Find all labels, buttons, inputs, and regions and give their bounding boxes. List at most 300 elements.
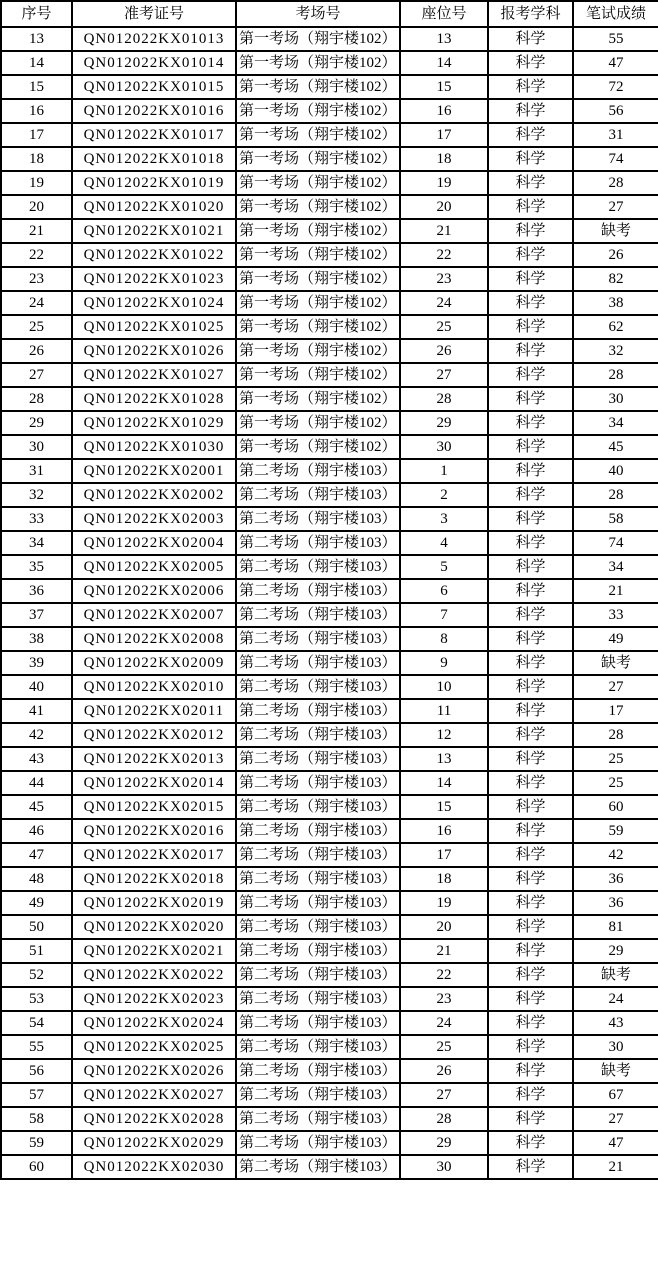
score-cell: 24 bbox=[573, 987, 658, 1011]
seat-cell: 18 bbox=[400, 147, 488, 171]
ticket-cell: QN012022KX01014 bbox=[72, 51, 236, 75]
subject-cell: 科学 bbox=[488, 963, 573, 987]
room-cell: 第二考场（翔宇楼103） bbox=[236, 939, 400, 963]
subject-cell: 科学 bbox=[488, 435, 573, 459]
subject-cell: 科学 bbox=[488, 675, 573, 699]
score-cell: 49 bbox=[573, 627, 658, 651]
table-row bbox=[1, 219, 658, 243]
ticket-cell: QN012022KX01017 bbox=[72, 123, 236, 147]
subject-cell: 科学 bbox=[488, 27, 573, 51]
header-seq: 序号 bbox=[1, 1, 72, 27]
seat-cell: 29 bbox=[400, 411, 488, 435]
table-row bbox=[1, 699, 658, 723]
score-cell: 47 bbox=[573, 1131, 658, 1155]
table-row bbox=[1, 627, 658, 651]
seat-cell: 16 bbox=[400, 99, 488, 123]
seq-cell: 16 bbox=[1, 99, 72, 123]
seat-cell: 10 bbox=[400, 675, 488, 699]
seat-cell: 27 bbox=[400, 1083, 488, 1107]
ticket-cell: QN012022KX02021 bbox=[72, 939, 236, 963]
seat-cell: 25 bbox=[400, 1035, 488, 1059]
table-row bbox=[1, 819, 658, 843]
score-cell: 29 bbox=[573, 939, 658, 963]
seq-cell: 55 bbox=[1, 1035, 72, 1059]
seq-cell: 34 bbox=[1, 531, 72, 555]
score-cell: 28 bbox=[573, 723, 658, 747]
header-exam-room: 考场号 bbox=[236, 1, 400, 27]
ticket-cell: QN012022KX02030 bbox=[72, 1155, 236, 1179]
table-row bbox=[1, 435, 658, 459]
subject-cell: 科学 bbox=[488, 1131, 573, 1155]
score-cell: 42 bbox=[573, 843, 658, 867]
ticket-cell: QN012022KX02017 bbox=[72, 843, 236, 867]
ticket-cell: QN012022KX01020 bbox=[72, 195, 236, 219]
table-row bbox=[1, 1035, 658, 1059]
seat-cell: 19 bbox=[400, 891, 488, 915]
seat-cell: 30 bbox=[400, 435, 488, 459]
ticket-cell: QN012022KX01024 bbox=[72, 291, 236, 315]
table-row bbox=[1, 651, 658, 675]
seq-cell: 53 bbox=[1, 987, 72, 1011]
table-row bbox=[1, 507, 658, 531]
seat-cell: 13 bbox=[400, 747, 488, 771]
subject-cell: 科学 bbox=[488, 219, 573, 243]
room-cell: 第一考场（翔宇楼102） bbox=[236, 435, 400, 459]
header-subject: 报考学科 bbox=[488, 1, 573, 27]
table-row bbox=[1, 267, 658, 291]
seat-cell: 13 bbox=[400, 27, 488, 51]
room-cell: 第一考场（翔宇楼102） bbox=[236, 99, 400, 123]
ticket-cell: QN012022KX02003 bbox=[72, 507, 236, 531]
score-cell: 30 bbox=[573, 1035, 658, 1059]
subject-cell: 科学 bbox=[488, 363, 573, 387]
room-cell: 第二考场（翔宇楼103） bbox=[236, 651, 400, 675]
ticket-cell: QN012022KX01022 bbox=[72, 243, 236, 267]
seat-cell: 28 bbox=[400, 1107, 488, 1131]
seq-cell: 54 bbox=[1, 1011, 72, 1035]
table-row bbox=[1, 1083, 658, 1107]
subject-cell: 科学 bbox=[488, 771, 573, 795]
score-cell: 47 bbox=[573, 51, 658, 75]
seq-cell: 46 bbox=[1, 819, 72, 843]
subject-cell: 科学 bbox=[488, 819, 573, 843]
table-row bbox=[1, 147, 658, 171]
subject-cell: 科学 bbox=[488, 723, 573, 747]
ticket-cell: QN012022KX02005 bbox=[72, 555, 236, 579]
table-row bbox=[1, 1059, 658, 1083]
seq-cell: 43 bbox=[1, 747, 72, 771]
room-cell: 第一考场（翔宇楼102） bbox=[236, 363, 400, 387]
table-row bbox=[1, 891, 658, 915]
table-row bbox=[1, 771, 658, 795]
seat-cell: 7 bbox=[400, 603, 488, 627]
room-cell: 第二考场（翔宇楼103） bbox=[236, 963, 400, 987]
subject-cell: 科学 bbox=[488, 795, 573, 819]
seat-cell: 12 bbox=[400, 723, 488, 747]
table-row bbox=[1, 123, 658, 147]
seq-cell: 37 bbox=[1, 603, 72, 627]
subject-cell: 科学 bbox=[488, 99, 573, 123]
score-cell: 26 bbox=[573, 243, 658, 267]
seat-cell: 15 bbox=[400, 795, 488, 819]
score-cell: 33 bbox=[573, 603, 658, 627]
room-cell: 第二考场（翔宇楼103） bbox=[236, 915, 400, 939]
table-row bbox=[1, 51, 658, 75]
seat-cell: 5 bbox=[400, 555, 488, 579]
ticket-cell: QN012022KX01016 bbox=[72, 99, 236, 123]
subject-cell: 科学 bbox=[488, 747, 573, 771]
seat-cell: 21 bbox=[400, 939, 488, 963]
seat-cell: 21 bbox=[400, 219, 488, 243]
score-cell: 32 bbox=[573, 339, 658, 363]
ticket-cell: QN012022KX01021 bbox=[72, 219, 236, 243]
seq-cell: 58 bbox=[1, 1107, 72, 1131]
room-cell: 第一考场（翔宇楼102） bbox=[236, 411, 400, 435]
seq-cell: 52 bbox=[1, 963, 72, 987]
score-cell: 28 bbox=[573, 171, 658, 195]
room-cell: 第一考场（翔宇楼102） bbox=[236, 219, 400, 243]
room-cell: 第二考场（翔宇楼103） bbox=[236, 483, 400, 507]
score-cell: 45 bbox=[573, 435, 658, 459]
score-cell: 81 bbox=[573, 915, 658, 939]
room-cell: 第二考场（翔宇楼103） bbox=[236, 1035, 400, 1059]
table-row bbox=[1, 99, 658, 123]
score-cell: 27 bbox=[573, 1107, 658, 1131]
ticket-cell: QN012022KX01029 bbox=[72, 411, 236, 435]
table-row bbox=[1, 483, 658, 507]
subject-cell: 科学 bbox=[488, 267, 573, 291]
table-row bbox=[1, 27, 658, 51]
room-cell: 第二考场（翔宇楼103） bbox=[236, 1059, 400, 1083]
room-cell: 第二考场（翔宇楼103） bbox=[236, 507, 400, 531]
score-cell: 17 bbox=[573, 699, 658, 723]
seat-cell: 26 bbox=[400, 1059, 488, 1083]
seat-cell: 9 bbox=[400, 651, 488, 675]
ticket-cell: QN012022KX02010 bbox=[72, 675, 236, 699]
ticket-cell: QN012022KX01013 bbox=[72, 27, 236, 51]
header-written-score: 笔试成绩 bbox=[573, 1, 658, 27]
ticket-cell: QN012022KX02011 bbox=[72, 699, 236, 723]
table-row bbox=[1, 411, 658, 435]
room-cell: 第二考场（翔宇楼103） bbox=[236, 1155, 400, 1179]
table-row bbox=[1, 1155, 658, 1179]
seat-cell: 2 bbox=[400, 483, 488, 507]
ticket-cell: QN012022KX02023 bbox=[72, 987, 236, 1011]
subject-cell: 科学 bbox=[488, 891, 573, 915]
seat-cell: 25 bbox=[400, 315, 488, 339]
subject-cell: 科学 bbox=[488, 1083, 573, 1107]
ticket-cell: QN012022KX02022 bbox=[72, 963, 236, 987]
table-row bbox=[1, 459, 658, 483]
ticket-cell: QN012022KX02002 bbox=[72, 483, 236, 507]
seq-cell: 60 bbox=[1, 1155, 72, 1179]
room-cell: 第一考场（翔宇楼102） bbox=[236, 75, 400, 99]
seat-cell: 4 bbox=[400, 531, 488, 555]
ticket-cell: QN012022KX02029 bbox=[72, 1131, 236, 1155]
table-row bbox=[1, 363, 658, 387]
subject-cell: 科学 bbox=[488, 987, 573, 1011]
ticket-cell: QN012022KX01025 bbox=[72, 315, 236, 339]
seat-cell: 22 bbox=[400, 963, 488, 987]
table-row bbox=[1, 795, 658, 819]
seat-cell: 3 bbox=[400, 507, 488, 531]
score-cell: 67 bbox=[573, 1083, 658, 1107]
seq-cell: 19 bbox=[1, 171, 72, 195]
seq-cell: 44 bbox=[1, 771, 72, 795]
subject-cell: 科学 bbox=[488, 867, 573, 891]
ticket-cell: QN012022KX02015 bbox=[72, 795, 236, 819]
seq-cell: 26 bbox=[1, 339, 72, 363]
score-cell: 31 bbox=[573, 123, 658, 147]
subject-cell: 科学 bbox=[488, 939, 573, 963]
room-cell: 第二考场（翔宇楼103） bbox=[236, 627, 400, 651]
seq-cell: 38 bbox=[1, 627, 72, 651]
room-cell: 第二考场（翔宇楼103） bbox=[236, 603, 400, 627]
score-cell: 25 bbox=[573, 771, 658, 795]
seq-cell: 17 bbox=[1, 123, 72, 147]
table-row bbox=[1, 915, 658, 939]
seat-cell: 11 bbox=[400, 699, 488, 723]
subject-cell: 科学 bbox=[488, 123, 573, 147]
subject-cell: 科学 bbox=[488, 915, 573, 939]
ticket-cell: QN012022KX02013 bbox=[72, 747, 236, 771]
score-cell: 43 bbox=[573, 1011, 658, 1035]
ticket-cell: QN012022KX02008 bbox=[72, 627, 236, 651]
score-cell: 62 bbox=[573, 315, 658, 339]
score-cell: 38 bbox=[573, 291, 658, 315]
table-row bbox=[1, 1107, 658, 1131]
ticket-cell: QN012022KX02026 bbox=[72, 1059, 236, 1083]
seq-cell: 14 bbox=[1, 51, 72, 75]
subject-cell: 科学 bbox=[488, 291, 573, 315]
seat-cell: 29 bbox=[400, 1131, 488, 1155]
score-cell: 28 bbox=[573, 483, 658, 507]
subject-cell: 科学 bbox=[488, 147, 573, 171]
ticket-cell: QN012022KX01019 bbox=[72, 171, 236, 195]
ticket-cell: QN012022KX02027 bbox=[72, 1083, 236, 1107]
seq-cell: 18 bbox=[1, 147, 72, 171]
ticket-cell: QN012022KX02024 bbox=[72, 1011, 236, 1035]
table-row bbox=[1, 339, 658, 363]
subject-cell: 科学 bbox=[488, 507, 573, 531]
seq-cell: 51 bbox=[1, 939, 72, 963]
ticket-cell: QN012022KX01018 bbox=[72, 147, 236, 171]
seat-cell: 28 bbox=[400, 387, 488, 411]
score-cell: 58 bbox=[573, 507, 658, 531]
room-cell: 第一考场（翔宇楼102） bbox=[236, 147, 400, 171]
table-row bbox=[1, 723, 658, 747]
subject-cell: 科学 bbox=[488, 1011, 573, 1035]
score-cell: 缺考 bbox=[573, 963, 658, 987]
subject-cell: 科学 bbox=[488, 339, 573, 363]
table-row bbox=[1, 603, 658, 627]
seq-cell: 42 bbox=[1, 723, 72, 747]
seq-cell: 50 bbox=[1, 915, 72, 939]
subject-cell: 科学 bbox=[488, 1059, 573, 1083]
ticket-cell: QN012022KX01023 bbox=[72, 267, 236, 291]
seq-cell: 36 bbox=[1, 579, 72, 603]
table-row bbox=[1, 675, 658, 699]
subject-cell: 科学 bbox=[488, 387, 573, 411]
ticket-cell: QN012022KX01026 bbox=[72, 339, 236, 363]
table-row bbox=[1, 531, 658, 555]
seat-cell: 24 bbox=[400, 1011, 488, 1035]
subject-cell: 科学 bbox=[488, 171, 573, 195]
score-cell: 缺考 bbox=[573, 219, 658, 243]
score-cell: 74 bbox=[573, 147, 658, 171]
ticket-cell: QN012022KX02018 bbox=[72, 867, 236, 891]
table-row bbox=[1, 243, 658, 267]
table-row bbox=[1, 843, 658, 867]
table-row bbox=[1, 867, 658, 891]
seq-cell: 28 bbox=[1, 387, 72, 411]
table-row bbox=[1, 1131, 658, 1155]
table-row bbox=[1, 315, 658, 339]
ticket-cell: QN012022KX02009 bbox=[72, 651, 236, 675]
table-row bbox=[1, 195, 658, 219]
seat-cell: 1 bbox=[400, 459, 488, 483]
subject-cell: 科学 bbox=[488, 579, 573, 603]
ticket-cell: QN012022KX01028 bbox=[72, 387, 236, 411]
score-cell: 82 bbox=[573, 267, 658, 291]
seq-cell: 35 bbox=[1, 555, 72, 579]
room-cell: 第二考场（翔宇楼103） bbox=[236, 1083, 400, 1107]
seat-cell: 17 bbox=[400, 843, 488, 867]
score-cell: 21 bbox=[573, 579, 658, 603]
score-cell: 25 bbox=[573, 747, 658, 771]
room-cell: 第二考场（翔宇楼103） bbox=[236, 891, 400, 915]
subject-cell: 科学 bbox=[488, 1155, 573, 1179]
ticket-cell: QN012022KX02016 bbox=[72, 819, 236, 843]
room-cell: 第二考场（翔宇楼103） bbox=[236, 555, 400, 579]
table-row bbox=[1, 1011, 658, 1035]
seq-cell: 21 bbox=[1, 219, 72, 243]
ticket-cell: QN012022KX02012 bbox=[72, 723, 236, 747]
seq-cell: 47 bbox=[1, 843, 72, 867]
room-cell: 第一考场（翔宇楼102） bbox=[236, 387, 400, 411]
ticket-cell: QN012022KX02006 bbox=[72, 579, 236, 603]
ticket-cell: QN012022KX01030 bbox=[72, 435, 236, 459]
ticket-cell: QN012022KX01027 bbox=[72, 363, 236, 387]
seat-cell: 17 bbox=[400, 123, 488, 147]
score-cell: 40 bbox=[573, 459, 658, 483]
score-cell: 59 bbox=[573, 819, 658, 843]
seat-cell: 22 bbox=[400, 243, 488, 267]
seat-cell: 27 bbox=[400, 363, 488, 387]
room-cell: 第二考场（翔宇楼103） bbox=[236, 867, 400, 891]
room-cell: 第二考场（翔宇楼103） bbox=[236, 723, 400, 747]
seat-cell: 14 bbox=[400, 771, 488, 795]
room-cell: 第一考场（翔宇楼102） bbox=[236, 195, 400, 219]
seat-cell: 23 bbox=[400, 987, 488, 1011]
header-seat-number: 座位号 bbox=[400, 1, 488, 27]
seat-cell: 26 bbox=[400, 339, 488, 363]
subject-cell: 科学 bbox=[488, 411, 573, 435]
score-cell: 缺考 bbox=[573, 651, 658, 675]
seat-cell: 30 bbox=[400, 1155, 488, 1179]
subject-cell: 科学 bbox=[488, 51, 573, 75]
room-cell: 第二考场（翔宇楼103） bbox=[236, 1011, 400, 1035]
subject-cell: 科学 bbox=[488, 1035, 573, 1059]
subject-cell: 科学 bbox=[488, 627, 573, 651]
room-cell: 第二考场（翔宇楼103） bbox=[236, 795, 400, 819]
seq-cell: 41 bbox=[1, 699, 72, 723]
score-cell: 34 bbox=[573, 411, 658, 435]
score-cell: 27 bbox=[573, 195, 658, 219]
seq-cell: 39 bbox=[1, 651, 72, 675]
room-cell: 第二考场（翔宇楼103） bbox=[236, 747, 400, 771]
score-cell: 72 bbox=[573, 75, 658, 99]
table-row bbox=[1, 555, 658, 579]
seq-cell: 15 bbox=[1, 75, 72, 99]
score-cell: 36 bbox=[573, 891, 658, 915]
ticket-cell: QN012022KX02004 bbox=[72, 531, 236, 555]
room-cell: 第一考场（翔宇楼102） bbox=[236, 339, 400, 363]
seat-cell: 23 bbox=[400, 267, 488, 291]
seat-cell: 16 bbox=[400, 819, 488, 843]
room-cell: 第二考场（翔宇楼103） bbox=[236, 531, 400, 555]
seq-cell: 25 bbox=[1, 315, 72, 339]
room-cell: 第二考场（翔宇楼103） bbox=[236, 459, 400, 483]
score-cell: 55 bbox=[573, 27, 658, 51]
subject-cell: 科学 bbox=[488, 843, 573, 867]
seq-cell: 27 bbox=[1, 363, 72, 387]
table-row bbox=[1, 387, 658, 411]
seq-cell: 32 bbox=[1, 483, 72, 507]
header-ticket-number: 准考证号 bbox=[72, 1, 236, 27]
ticket-cell: QN012022KX02014 bbox=[72, 771, 236, 795]
table-row bbox=[1, 963, 658, 987]
score-cell: 21 bbox=[573, 1155, 658, 1179]
seq-cell: 31 bbox=[1, 459, 72, 483]
score-cell: 74 bbox=[573, 531, 658, 555]
seq-cell: 49 bbox=[1, 891, 72, 915]
subject-cell: 科学 bbox=[488, 75, 573, 99]
seq-cell: 29 bbox=[1, 411, 72, 435]
seat-cell: 24 bbox=[400, 291, 488, 315]
seq-cell: 56 bbox=[1, 1059, 72, 1083]
ticket-cell: QN012022KX02020 bbox=[72, 915, 236, 939]
header-row bbox=[1, 1, 658, 27]
ticket-cell: QN012022KX02025 bbox=[72, 1035, 236, 1059]
subject-cell: 科学 bbox=[488, 555, 573, 579]
room-cell: 第二考场（翔宇楼103） bbox=[236, 1107, 400, 1131]
score-cell: 34 bbox=[573, 555, 658, 579]
ticket-cell: QN012022KX02007 bbox=[72, 603, 236, 627]
score-cell: 30 bbox=[573, 387, 658, 411]
seat-cell: 20 bbox=[400, 195, 488, 219]
room-cell: 第二考场（翔宇楼103） bbox=[236, 819, 400, 843]
room-cell: 第二考场（翔宇楼103） bbox=[236, 579, 400, 603]
seat-cell: 8 bbox=[400, 627, 488, 651]
table-row bbox=[1, 171, 658, 195]
subject-cell: 科学 bbox=[488, 315, 573, 339]
subject-cell: 科学 bbox=[488, 459, 573, 483]
seq-cell: 33 bbox=[1, 507, 72, 531]
room-cell: 第二考场（翔宇楼103） bbox=[236, 1131, 400, 1155]
subject-cell: 科学 bbox=[488, 195, 573, 219]
score-cell: 36 bbox=[573, 867, 658, 891]
room-cell: 第一考场（翔宇楼102） bbox=[236, 315, 400, 339]
subject-cell: 科学 bbox=[488, 1107, 573, 1131]
room-cell: 第一考场（翔宇楼102） bbox=[236, 27, 400, 51]
table-row bbox=[1, 747, 658, 771]
ticket-cell: QN012022KX02019 bbox=[72, 891, 236, 915]
seq-cell: 24 bbox=[1, 291, 72, 315]
room-cell: 第一考场（翔宇楼102） bbox=[236, 291, 400, 315]
room-cell: 第二考场（翔宇楼103） bbox=[236, 771, 400, 795]
seat-cell: 18 bbox=[400, 867, 488, 891]
